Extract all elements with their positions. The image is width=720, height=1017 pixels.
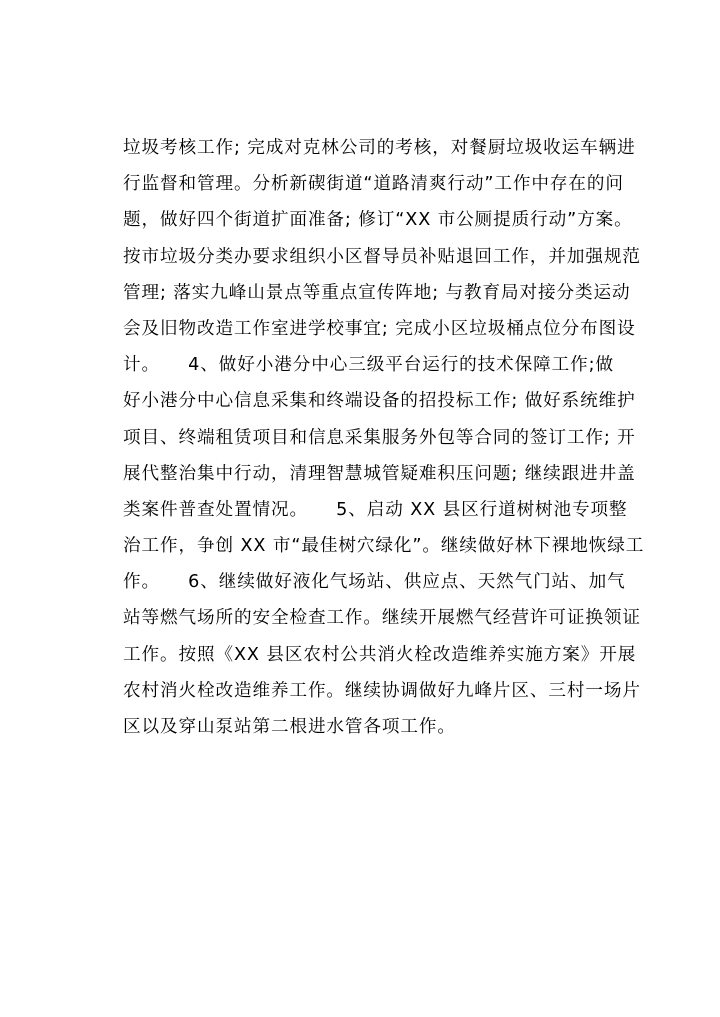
text-line-1: 垃圾考核工作; 完成对克林公司的考核，对餐厨垃圾收运车辆进 <box>123 138 636 158</box>
text-line-13: 作。 6、继续做好液化气场站、供应点、天然气门站、加气 <box>123 572 626 593</box>
text-line-4: 按市垃圾分类办要求组织小区督导员补贴退回工作，并加强规范 <box>123 246 641 267</box>
text-line-7: 计。 4、做好小港分中心三级平台运行的技术保障工作;做 <box>123 355 614 376</box>
text-line-16: 农村消火栓改造维养工作。继续协调做好九峰片区、三村一场片 <box>123 680 641 701</box>
text-line-12: 治工作，争创 XX 市“最佳树穴绿化”。继续做好林下裸地恢绿工 <box>123 536 645 557</box>
text-line-3: 题，做好四个街道扩面准备; 修订“XX 市公厕提质行动”方案。 <box>123 210 633 231</box>
text-line-6: 会及旧物改造工作室进学校事宜; 完成小区垃圾桶点位分布图设 <box>123 318 636 339</box>
text-line-9: 项目、终端租赁项目和信息采集服务外包等合同的签订工作; 开 <box>123 427 636 448</box>
text-line-2: 行监督和管理。分析新碶街道“道路清爽行动”工作中存在的问 <box>123 174 624 195</box>
text-line-17: 区以及穿山泵站第二根进水管各项工作。 <box>123 717 456 737</box>
text-line-8: 好小港分中心信息采集和终端设备的招投标工作; 做好系统维护 <box>123 391 636 412</box>
text-line-10: 展代整治集中行动，清理智慧城管疑难积压问题; 继续跟进井盖 <box>123 463 636 484</box>
text-line-5: 管理; 落实九峰山景点等重点宣传阵地; 与教育局对接分类运动 <box>123 282 631 303</box>
text-line-11: 类案件普查处置情况。 5、启动 XX 县区行道树树池专项整 <box>123 499 628 520</box>
body-text <box>123 130 683 745</box>
text-line-15: 工作。按照《XX 县区农村公共消火栓改造维养实施方案》开展 <box>123 644 637 665</box>
text-line-14: 站等燃气场所的安全检查工作。继续开展燃气经营许可证换领证 <box>123 608 641 629</box>
